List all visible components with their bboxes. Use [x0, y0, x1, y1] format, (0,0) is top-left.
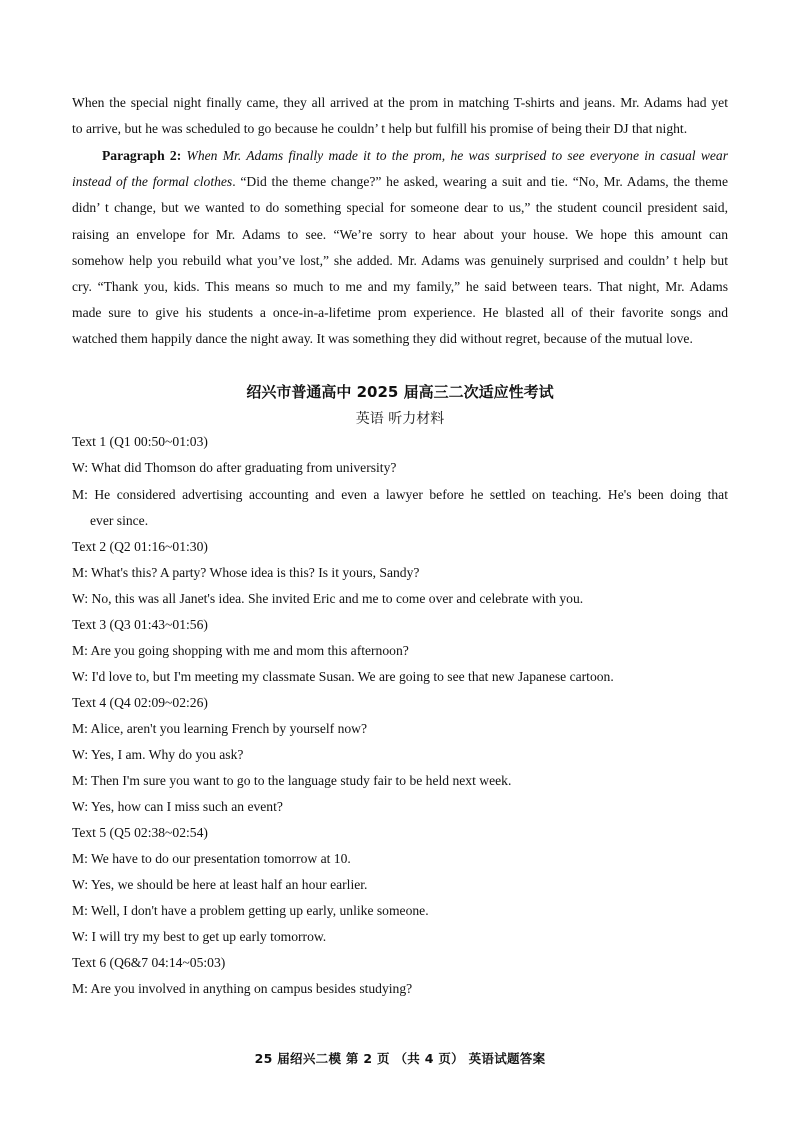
page-footer: 25 届绍兴二模 第 2 页 （共 4 页） 英语试题答案 — [254, 1051, 546, 1066]
text-line: raising an envelope for Mr. Adams to see. “We’re sorry to hear about your house. We hope this amount can — [72, 226, 728, 242]
text-heading: Text 6 (Q6&7 04:14~05:03) — [72, 955, 226, 970]
story-paragraph-2 — [72, 143, 728, 353]
paragraph-continuation: . “Did the theme change?” he asked, wearing a suit and tie. “No, Mr. Adams, the theme — [232, 174, 728, 190]
text-line: to arrive, but he was scheduled to go because he couldn’ t help but fulfill his promise of being their DJ that night. — [72, 121, 688, 137]
text-line: Paragraph 2: When Mr. Adams finally made it to the prom, he was surprised to see everyone in casual wear — [102, 148, 729, 163]
text-line: somehow help you rebuild what you’ve lost,” she added. Mr. Adams was genuinely surprised and couldn’ t help but — [72, 252, 728, 268]
text-line: made sure to give his students a once-in-a-lifetime prom experience. He blasted all of their favorite songs and — [72, 305, 728, 321]
dialogue-line: W: No, this was all Janet's idea. She invited Eric and me to come over and celebrate with you. — [72, 591, 584, 606]
text-heading: Text 1 (Q1 00:50~01:03) — [72, 434, 208, 449]
dialogue-line: M: Are you going shopping with me and mom this afternoon? — [72, 643, 409, 658]
dialogue-line: M: He considered advertising accounting and even a lawyer before he settled on teaching. He's been doing that — [72, 487, 728, 502]
dialogue-line: W: Yes, I am. Why do you ask? — [72, 747, 244, 762]
dialogue-line: M: Well, I don't have a problem getting up early, unlike someone. — [72, 903, 429, 918]
text-heading: Text 3 (Q3 01:43~01:56) — [72, 617, 208, 632]
section-title: 绍兴市普通高中 2025 届高三二次适应性考试 — [246, 383, 554, 401]
paragraph-label: Paragraph 2 — [102, 148, 177, 163]
section-subtitle: 英语 听力材料 — [355, 411, 445, 427]
dialogue-line: M: We have to do our presentation tomorrow at 10. — [72, 851, 351, 866]
paragraph-opening-italic: When Mr. Adams finally made it to the prom, he was surprised to see everyone in casual wear — [186, 148, 729, 163]
dialogue-line: W: I'd love to, but I'm meeting my classmate Susan. We are going to see that new Japanese cartoon. — [72, 669, 614, 684]
dialogue-line-continuation: ever since. — [90, 513, 149, 528]
dialogue-line: W: What did Thomson do after graduating from university? — [72, 460, 397, 475]
text-line: When the special night finally came, they all arrived at the prom in matching T-shirts and jeans. Mr. Adams had yet — [72, 95, 728, 110]
paragraph-opening-italic-end: instead of the formal clothes — [72, 174, 233, 190]
dialogue-line: W: Yes, how can I miss such an event? — [72, 799, 283, 814]
dialogue-line: M: Alice, aren't you learning French by yourself now? — [72, 721, 368, 736]
text-heading: Text 4 (Q4 02:09~02:26) — [72, 695, 208, 710]
text-line: watched them happily dance the night away. It was something they did without regret, because of the mutual love. — [72, 331, 693, 347]
dialogue-line: M: Are you involved in anything on campus besides studying? — [72, 981, 413, 996]
text-heading: Text 5 (Q5 02:38~02:54) — [72, 825, 208, 840]
dialogue-line: W: Yes, we should be here at least half an hour earlier. — [72, 877, 368, 892]
dialogue-line: W: I will try my best to get up early tomorrow. — [72, 929, 327, 944]
story-intro — [72, 90, 728, 142]
text-line: cry. “Thank you, kids. This means so much to me and my family,” he said between tears. That night, Mr. Adams — [72, 279, 728, 295]
dialogue-line: M: Then I'm sure you want to go to the language study fair to be held next week. — [72, 773, 512, 788]
text-line — [72, 169, 728, 195]
text-line: didn’ t change, but we wanted to do something special for someone dear to us,” the student council president said, — [72, 200, 728, 216]
dialogue-line: M: What's this? A party? Whose idea is this? Is it yours, Sandy? — [72, 565, 420, 580]
text-heading: Text 2 (Q2 01:16~01:30) — [72, 539, 208, 554]
